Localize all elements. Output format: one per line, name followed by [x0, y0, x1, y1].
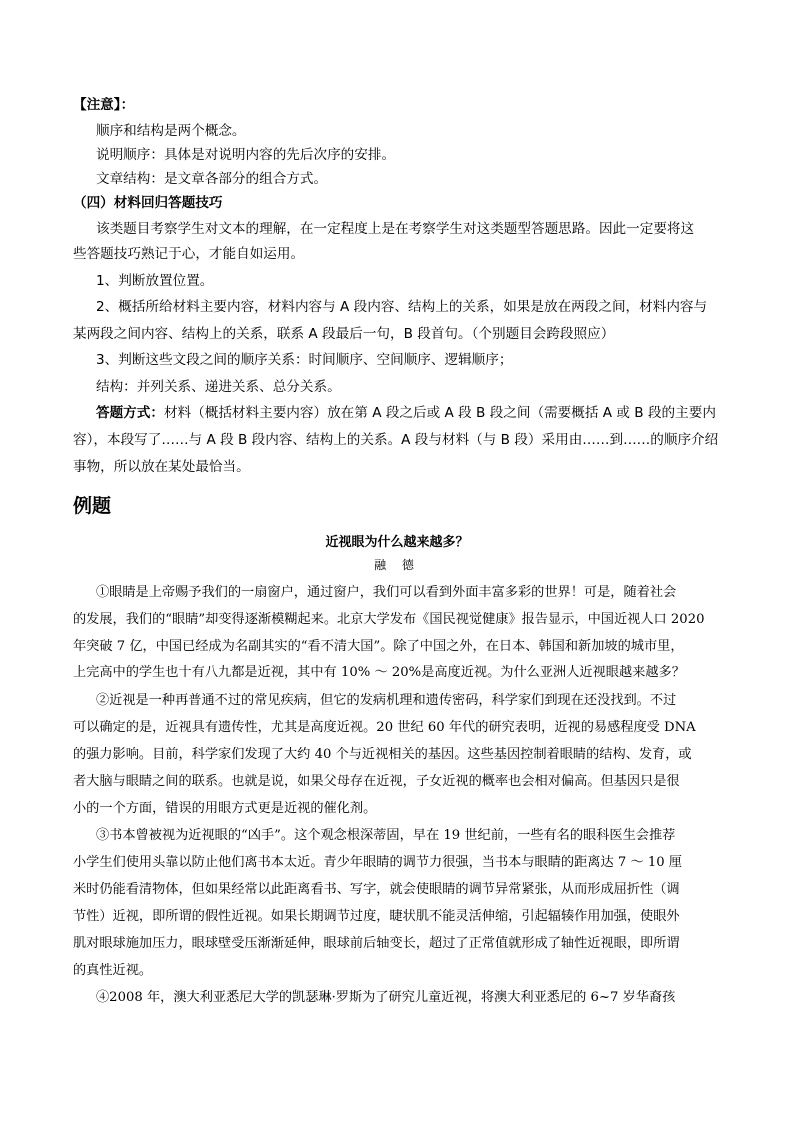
section4-item-2-line-1: 2、概括所给材料主要内容，材料内容与 A 段内容、结构上的关系，如果是放在两段之间，材料内容与: [96, 299, 708, 315]
article-p2-line-1: ②近视是一种再普通不过的常见疾病，但它的发病机理和遗传密码，科学家们到现在还没找到。不过: [96, 693, 677, 708]
article-author: 融 德: [374, 558, 420, 572]
answer-text: 材料（概括材料主要内容）放在第 A 段之后或 A 段 B 段之间（需要概括 A 或 B 段的主要内: [163, 405, 716, 421]
answer-label: 答题方式：: [96, 405, 164, 421]
article-p3-line-2: 小学生们使用头靠以防止他们离书本太近。青少年眼睛的调节力很强，当书本与眼睛的距离达 7 ～ 10 厘: [73, 855, 682, 870]
section4-answer-line-2: 容），本段写了……与 A 段 B 段内容、结构上的关系。A 段与材料（与 B 段）采用由……到……的顺序介绍: [73, 432, 719, 448]
section4-item-2-line-2: 某两段之间内容、结构上的关系，联系 A 段最后一句，B 段首句。（个别题目会跨段照应）: [73, 326, 615, 342]
section4-answer-line-1: [96, 404, 716, 422]
article-p3-line-3: 米时仍能看清物体，但如果经常以此距离看书、写字，就会使眼睛的调节异常紧张，从而形成屈折性（调: [73, 882, 680, 897]
article-p1-line-2: 的发展，我们的“眼睛”却变得逐渐模糊起来。北京大学发布《国民视觉健康》报告显示，中国近视人口 2020: [73, 612, 705, 627]
article-p2-line-3: 的强力影响。目前，科学家们发现了大约 40 个与近视相关的基因。这些基因控制着眼睛的结构、发育，或: [73, 747, 692, 762]
article-p3-line-1: ③书本曾被视为近视眼的“凶手”。这个观念根深蒂固，早在 19 世纪前，一些有名的眼科医生会推荐: [96, 828, 676, 843]
example-heading: 例题: [73, 495, 112, 517]
article-p2-line-5: 小的一个方面，错误的用眼方式更是近视的催化剂。: [73, 801, 377, 816]
section4-structure: 结构：并列关系、递进关系、总分关系。: [96, 379, 341, 395]
article-p3-line-6: 的真性近视。: [73, 963, 153, 978]
article-p4-line-1: ④2008 年，澳大利亚悉尼大学的凯瑟琳·罗斯为了研究儿童近视，将澳大利亚悉尼的 6~7 岁华裔孩: [96, 990, 676, 1005]
article-p1-line-1: ①眼睛是上帝赐予我们的一扇窗户，通过窗户，我们可以看到外面丰富多彩的世界！可是，随着社会: [96, 585, 677, 600]
notice-line-2: 说明顺序：具体是对说明内容的先后次序的安排。: [96, 147, 396, 163]
article-p1-line-3: 年突破 7 亿，中国已经成为名副其实的“看不清大国”。除了中国之外，在日本、韩国和新加坡的城市里，: [73, 639, 684, 654]
notice-line-1: 顺序和结构是两个概念。: [96, 123, 246, 139]
notice-line-3: 文章结构：是文章各部分的组合方式。: [96, 171, 328, 187]
section4-para1-line-1: 该类题目考察学生对文本的理解，在一定程度上是在考察学生对这类题型答题思路。因此一定要将这: [96, 221, 695, 237]
article-p2-line-2: 可以确定的是，近视具有遗传性，尤其是高度近视。20 世纪 60 年代的研究表明，近视的易感程度受 DNA: [73, 720, 696, 735]
section4-para1-line-2: 些答题技巧熟记于心，才能自如运用。: [73, 246, 305, 262]
section4-answer-line-3: 事物，所以放在某处最恰当。: [73, 459, 250, 475]
section4-title: （四）材料回归答题技巧: [73, 195, 223, 211]
notice-title: 【注意】：: [73, 97, 135, 113]
section4-item-3: 3、判断这些文段之间的顺序关系：时间顺序、空间顺序、逻辑顺序；: [96, 352, 513, 368]
section4-item-1: 1、判断放置位置。: [96, 273, 214, 289]
article-title: 近视眼为什么越来越多？: [325, 535, 469, 550]
article-p3-line-4: 节性）近视，即所谓的假性近视。如果长期调节过度，睫状肌不能灵活伸缩，引起辐辏作用加强，使眼外: [73, 909, 680, 924]
article-p2-line-4: 者大脑与眼睛之间的联系。也就是说，如果父母存在近视，子女近视的概率也会相对偏高。但基因只是很: [73, 774, 680, 789]
article-p3-line-5: 肌对眼球施加压力，眼球壁受压渐渐延伸，眼球前后轴变长，超过了正常值就形成了轴性近视眼，即所谓: [73, 936, 680, 951]
article-p1-line-4: 上完高中的学生也十有八九都是近视，其中有 10% ～ 20%是高度近视。为什么亚洲人近视眼越来越多？: [73, 665, 685, 680]
